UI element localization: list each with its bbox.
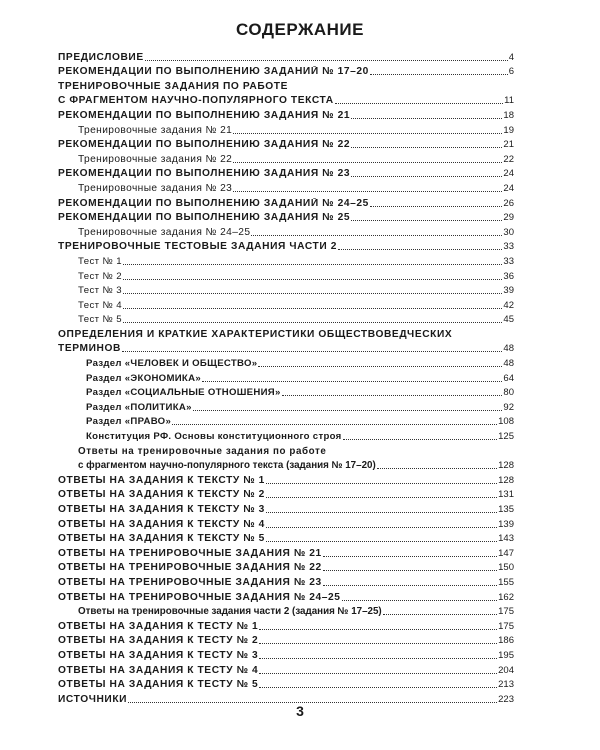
toc-entry-title: Тест № 1 (78, 255, 123, 267)
toc-entry (58, 282, 514, 297)
dot-leader (123, 308, 502, 309)
toc-entry-page: 18 (503, 109, 514, 121)
dot-leader (323, 556, 497, 557)
dot-leader (233, 162, 502, 163)
toc-entry (58, 267, 514, 282)
dot-leader (266, 512, 497, 513)
toc-entry (58, 77, 514, 92)
dot-leader (259, 687, 497, 688)
toc-entry-page: 139 (498, 518, 514, 530)
toc-entry (58, 369, 514, 384)
toc-entry-page: 19 (503, 124, 514, 136)
toc-entry-page: 48 (503, 343, 514, 355)
dot-leader (338, 249, 502, 250)
page-title: СОДЕРЖАНИЕ (236, 20, 364, 39)
toc-entry-title: Тест № 4 (78, 299, 123, 311)
dot-leader (122, 351, 502, 352)
dot-leader (251, 235, 502, 236)
dot-leader (282, 395, 503, 396)
toc-entry-title: Раздел «ЧЕЛОВЕК И ОБЩЕСТВО» (86, 358, 258, 370)
toc-entry (58, 486, 514, 501)
toc-entry (58, 150, 514, 165)
toc-entry-title: ТРЕНИРОВОЧНЫЕ ТЕСТОВЫЕ ЗАДАНИЯ ЧАСТИ 2 (58, 241, 337, 253)
dot-leader (123, 279, 502, 280)
toc-entry-page: 175 (498, 620, 514, 632)
dot-leader (259, 643, 497, 644)
dot-leader (259, 629, 497, 630)
toc-entry-page: 36 (503, 270, 514, 282)
dot-leader (323, 570, 497, 571)
toc-entry (58, 676, 514, 691)
dot-leader (266, 497, 497, 498)
toc-entry-title: ОПРЕДЕЛЕНИЯ И КРАТКИЕ ХАРАКТЕРИСТИКИ ОБЩЕСТВОВЕДЧЕСКИХ (58, 328, 453, 340)
dot-leader (258, 366, 502, 367)
toc-entry-page: 80 (503, 387, 514, 399)
toc-entry-page: 11 (504, 95, 514, 107)
toc-entry (58, 471, 514, 486)
toc-entry-page: 131 (498, 489, 514, 501)
toc-entry-page: 125 (498, 431, 514, 443)
toc-entry-page: 135 (498, 504, 514, 515)
toc-entry-title: Тренировочные задания № 21 (78, 124, 233, 136)
toc-entry (58, 194, 514, 209)
toc-entry-title: ОТВЕТЫ НА ЗАДАНИЯ К ТЕСТУ № 1 (58, 620, 259, 632)
toc-entry-page: 162 (498, 591, 514, 603)
toc-entry-title: ОТВЕТЫ НА ЗАДАНИЯ К ТЕКСТУ № 4 (58, 518, 265, 530)
toc-entry-page: 42 (503, 299, 514, 311)
toc-entry-page: 195 (498, 649, 514, 661)
toc-entry-page: 108 (498, 416, 514, 428)
toc-entry-title: Раздел «ПРАВО» (86, 416, 172, 428)
toc-entry-title: ОТВЕТЫ НА ТРЕНИРОВОЧНЫЕ ЗАДАНИЯ № 22 (58, 562, 322, 574)
toc-entry-page: 186 (498, 635, 514, 647)
toc-entry-title: ОТВЕТЫ НА ЗАДАНИЯ К ТЕСТУ № 5 (58, 679, 259, 691)
toc-entry-title: Тренировочные задания № 23 (78, 182, 233, 194)
toc-entry (58, 136, 514, 151)
dot-leader (343, 439, 498, 440)
toc-entry-title: Раздел «СОЦИАЛЬНЫЕ ОТНОШЕНИЯ» (86, 387, 281, 399)
dot-leader (123, 264, 502, 265)
toc-entry (58, 559, 514, 574)
toc-entry-page: 147 (498, 547, 514, 559)
dot-leader (351, 220, 502, 221)
toc-entry (58, 63, 514, 78)
toc-entry-page: 24 (503, 182, 514, 194)
toc-entry-title: ТРЕНИРОВОЧНЫЕ ЗАДАНИЯ ПО РАБОТЕ (58, 80, 288, 92)
toc-entry (58, 252, 514, 267)
dot-leader (323, 585, 497, 586)
toc-entry (58, 603, 514, 618)
toc-entry (58, 442, 514, 457)
toc-entry (58, 632, 514, 647)
dot-leader (259, 673, 497, 674)
toc-entry-page: 204 (498, 664, 514, 676)
toc-entry (58, 311, 514, 326)
toc-entry (58, 427, 514, 442)
dot-leader (233, 133, 502, 134)
toc-entry (58, 92, 514, 107)
dot-leader (370, 74, 508, 75)
toc-entry-title: с фрагментом научно-популярного текста (задания № 17–20) (78, 460, 376, 472)
toc-entry-page: 48 (503, 358, 514, 370)
toc-entry (58, 588, 514, 603)
table-of-contents (58, 48, 514, 705)
toc-entry (58, 530, 514, 545)
dot-leader (370, 206, 503, 207)
toc-entry-title: Раздел «ЭКОНОМИКА» (86, 372, 201, 384)
toc-entry-page: 64 (503, 372, 514, 384)
toc-entry (58, 238, 514, 253)
toc-entry (58, 500, 514, 515)
page-number: 3 (296, 703, 304, 719)
toc-entry (58, 515, 514, 530)
toc-entry-page: 39 (503, 285, 514, 297)
toc-entry (58, 165, 514, 180)
dot-leader (377, 468, 497, 469)
toc-entry-page: 150 (498, 562, 514, 574)
toc-entry-page: 33 (503, 255, 514, 267)
toc-entry-page: 29 (503, 212, 514, 224)
toc-entry-title: ОТВЕТЫ НА ТРЕНИРОВОЧНЫЕ ЗАДАНИЯ № 21 (58, 547, 322, 559)
toc-entry-title: РЕКОМЕНДАЦИИ ПО ВЫПОЛНЕНИЮ ЗАДАНИЙ № 24–25 (58, 197, 369, 209)
toc-entry-title: Тест № 5 (78, 314, 123, 326)
toc-entry (58, 296, 514, 311)
toc-entry (58, 384, 514, 399)
toc-entry-title: Тренировочные задания № 24–25 (78, 226, 251, 238)
toc-entry (58, 223, 514, 238)
toc-entry-page: 143 (498, 533, 514, 545)
toc-entry-title: ОТВЕТЫ НА ЗАДАНИЯ К ТЕСТУ № 4 (58, 664, 259, 676)
toc-entry-title: ПРЕДИСЛОВИЕ (58, 51, 144, 63)
toc-entry-title: РЕКОМЕНДАЦИИ ПО ВЫПОЛНЕНИЮ ЗАДАНИЯ № 25 (58, 212, 351, 224)
toc-entry-title: ИСТОЧНИКИ (58, 693, 128, 705)
dot-leader (145, 60, 508, 61)
toc-entry (58, 544, 514, 559)
toc-entry-page: 175 (498, 606, 514, 618)
dot-leader (351, 176, 502, 177)
dot-leader (335, 103, 503, 104)
toc-entry-page: 4 (508, 51, 514, 63)
toc-entry-page: 128 (498, 474, 514, 486)
toc-entry-page: 6 (508, 66, 514, 78)
toc-entry (58, 340, 514, 355)
toc-entry-page: 92 (503, 401, 514, 413)
toc-entry-page: 26 (503, 197, 514, 209)
toc-entry-title: ТЕРМИНОВ (58, 343, 121, 355)
toc-entry-title: ОТВЕТЫ НА ЗАДАНИЯ К ТЕКСТУ № 2 (58, 489, 265, 501)
toc-entry-title: РЕКОМЕНДАЦИИ ПО ВЫПОЛНЕНИЮ ЗАДАНИЯ № 22 (58, 139, 351, 151)
toc-entry (58, 325, 514, 340)
toc-entry-title: Тест № 3 (78, 285, 123, 297)
toc-entry-page: 24 (503, 168, 514, 180)
toc-entry-title: Ответы на тренировочные задания части 2 (задания № 17–25) (78, 606, 382, 618)
toc-entry-title: С ФРАГМЕНТОМ НАУЧНО-ПОПУЛЯРНОГО ТЕКСТА (58, 95, 334, 107)
toc-entry (58, 121, 514, 136)
dot-leader (233, 191, 502, 192)
toc-entry (58, 573, 514, 588)
dot-leader (193, 410, 503, 411)
toc-entry-title: ОТВЕТЫ НА ЗАДАНИЯ К ТЕКСТУ № 5 (58, 533, 265, 545)
toc-entry-title: Ответы на тренировочные задания по работе (78, 445, 327, 457)
toc-entry (58, 209, 514, 224)
toc-entry-page: 22 (503, 153, 514, 165)
toc-entry (58, 106, 514, 121)
toc-entry-title: РЕКОМЕНДАЦИИ ПО ВЫПОЛНЕНИЮ ЗАДАНИЯ № 23 (58, 168, 351, 180)
toc-entry-page: 155 (498, 576, 514, 588)
dot-leader (266, 527, 497, 528)
dot-leader (266, 541, 497, 542)
dot-leader (259, 658, 497, 659)
toc-entry (58, 457, 514, 472)
dot-leader (172, 424, 497, 425)
toc-entry (58, 413, 514, 428)
dot-leader (202, 381, 502, 382)
dot-leader (123, 322, 502, 323)
toc-entry-title: ОТВЕТЫ НА ЗАДАНИЯ К ТЕКСТУ № 3 (58, 504, 265, 515)
dot-leader (123, 293, 502, 294)
toc-entry-title: ОТВЕТЫ НА ЗАДАНИЯ К ТЕКСТУ № 1 (58, 474, 265, 486)
toc-entry-page: 128 (498, 460, 514, 472)
toc-entry (58, 398, 514, 413)
toc-entry-page: 21 (503, 139, 514, 151)
dot-leader (351, 147, 502, 148)
toc-entry-title: Конституция РФ. Основы конституционного строя (86, 431, 342, 443)
toc-entry (58, 646, 514, 661)
toc-entry (58, 617, 514, 632)
toc-entry-page: 33 (503, 241, 514, 253)
toc-entry-title: Тест № 2 (78, 270, 123, 282)
toc-entry-title: Тренировочные задания № 22 (78, 153, 233, 165)
dot-leader (383, 614, 497, 615)
toc-entry (58, 48, 514, 63)
dot-leader (351, 118, 502, 119)
toc-entry-page: 223 (498, 693, 514, 705)
toc-entry (58, 179, 514, 194)
toc-entry-title: РЕКОМЕНДАЦИИ ПО ВЫПОЛНЕНИЮ ЗАДАНИЙ № 17–20 (58, 66, 369, 78)
toc-entry (58, 354, 514, 369)
toc-entry-title: ОТВЕТЫ НА ТРЕНИРОВОЧНЫЕ ЗАДАНИЯ № 24–25 (58, 591, 341, 603)
toc-entry-title: ОТВЕТЫ НА ТРЕНИРОВОЧНЫЕ ЗАДАНИЯ № 23 (58, 576, 322, 588)
toc-entry-title: ОТВЕТЫ НА ЗАДАНИЯ К ТЕСТУ № 3 (58, 649, 259, 661)
toc-entry-title: Раздел «ПОЛИТИКА» (86, 401, 192, 413)
toc-entry-page: 213 (498, 679, 514, 691)
dot-leader (342, 600, 498, 601)
toc-entry-title: ОТВЕТЫ НА ЗАДАНИЯ К ТЕСТУ № 2 (58, 635, 259, 647)
toc-entry-page: 30 (503, 226, 514, 238)
toc-entry-title: РЕКОМЕНДАЦИИ ПО ВЫПОЛНЕНИЮ ЗАДАНИЯ № 21 (58, 109, 351, 121)
toc-entry-page: 45 (503, 314, 514, 326)
dot-leader (266, 483, 497, 484)
toc-entry (58, 661, 514, 676)
